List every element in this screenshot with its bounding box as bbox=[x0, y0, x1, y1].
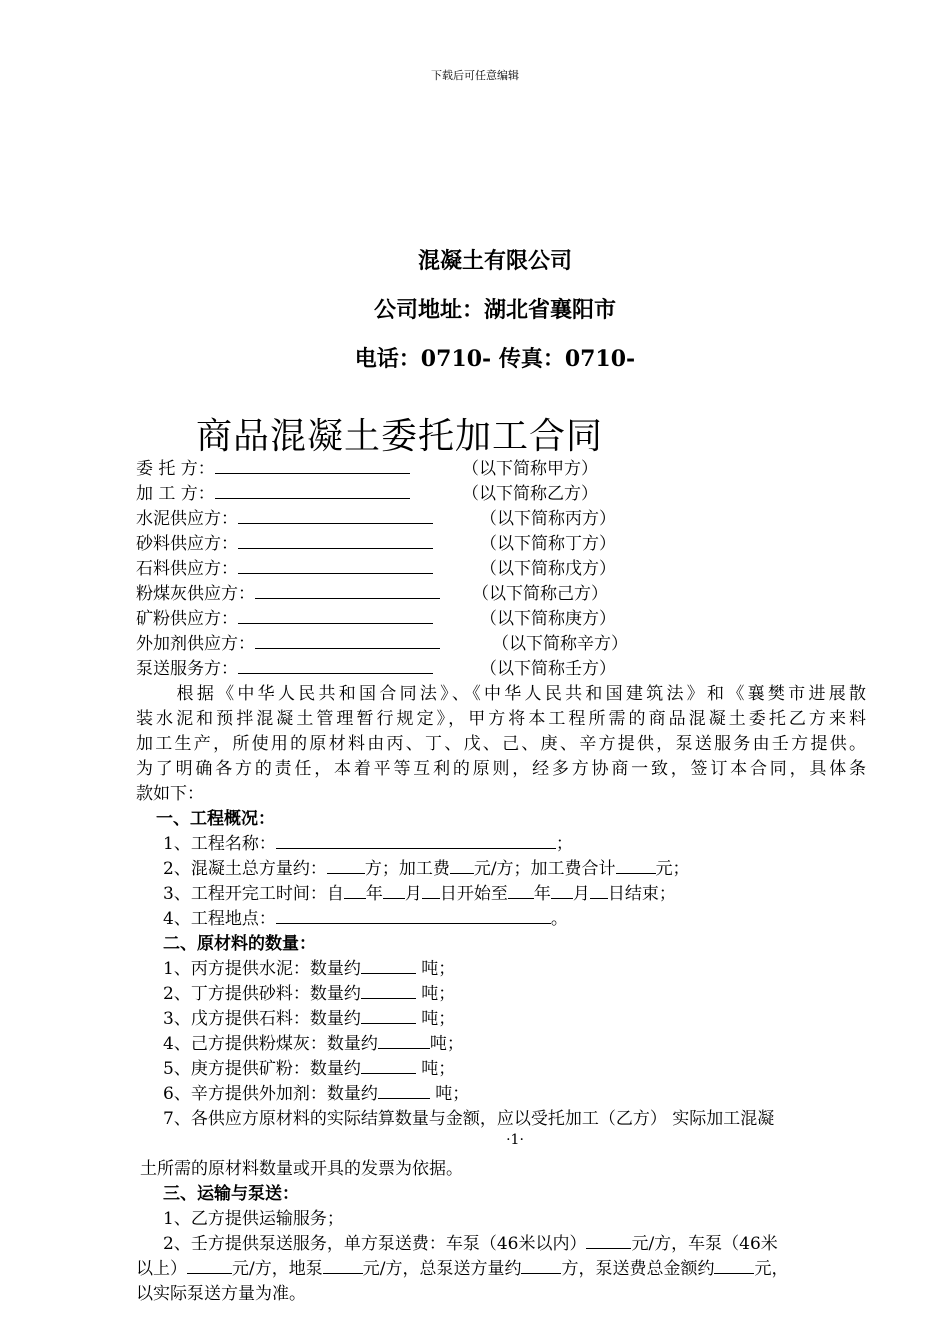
blank-field[interactable] bbox=[422, 883, 440, 899]
paragraph-line: 为了明确各方的责任，本着平等互利的原则，经多方协商一致，签订本合同，具体条 bbox=[136, 759, 866, 779]
clause-line bbox=[163, 1057, 455, 1081]
party-note: （以下简称壬方） bbox=[480, 659, 616, 679]
clause-text: 元/方；加工费合计 bbox=[473, 859, 616, 879]
party-row bbox=[136, 582, 608, 606]
blank-field[interactable] bbox=[238, 658, 433, 674]
clause-text: 日开始至 bbox=[439, 884, 508, 904]
party-note: （以下简称辛方） bbox=[492, 634, 628, 654]
blank-field[interactable] bbox=[255, 633, 440, 649]
page-number: ·1· bbox=[506, 1132, 524, 1148]
party-row bbox=[136, 507, 616, 531]
party-note: （以下简称庚方） bbox=[480, 609, 616, 629]
clause-text: 2、混凝土总方量约： bbox=[163, 859, 327, 879]
party-row bbox=[136, 557, 616, 581]
clause-line bbox=[163, 1082, 469, 1106]
party-note: （以下简称丁方） bbox=[480, 534, 616, 554]
clause-line bbox=[163, 1232, 778, 1256]
blank-field[interactable] bbox=[215, 483, 410, 499]
clause-text: 元/方，总泵送方量约 bbox=[362, 1259, 522, 1279]
party-row bbox=[136, 632, 628, 656]
clause-text: 年 bbox=[365, 884, 383, 904]
blank-field[interactable] bbox=[238, 508, 433, 524]
blank-field[interactable] bbox=[378, 1083, 430, 1099]
blank-field[interactable] bbox=[215, 458, 410, 474]
party-note: （以下简称乙方） bbox=[462, 484, 598, 504]
paragraph-line: 加工生产，所使用的原材料由丙、丁、戊、己、庚、辛方提供，泵送服务由壬方提供。 bbox=[136, 734, 866, 754]
blank-field[interactable] bbox=[238, 608, 433, 624]
blank-field[interactable] bbox=[616, 858, 656, 874]
blank-field[interactable] bbox=[508, 883, 534, 899]
clause-text: 3、戊方提供石料：数量约 bbox=[163, 1009, 361, 1029]
party-row bbox=[136, 532, 616, 556]
intro-paragraph bbox=[136, 682, 866, 807]
blank-field[interactable] bbox=[238, 558, 433, 574]
clause-text: 4、工程地点： bbox=[163, 909, 276, 929]
party-label: 外加剂供应方： bbox=[136, 634, 255, 654]
blank-field[interactable] bbox=[586, 1233, 631, 1249]
company-contact: 电话：0710- 传真：0710- bbox=[354, 346, 636, 372]
clause-line bbox=[163, 1007, 455, 1031]
section-heading: 二、原材料的数量： bbox=[163, 934, 316, 954]
blank-field[interactable] bbox=[361, 1008, 416, 1024]
blank-field[interactable] bbox=[276, 908, 551, 924]
blank-field[interactable] bbox=[327, 858, 365, 874]
paragraph-line: 装水泥和预拌混凝土管理暂行规定》，甲方将本工程所需的商品混凝土委托乙方来料 bbox=[136, 709, 866, 729]
clause-line bbox=[163, 857, 690, 881]
clause-text: 吨； bbox=[415, 959, 456, 979]
clause-text: 吨； bbox=[429, 1034, 464, 1054]
clause-line: 以实际泵送方量为准。 bbox=[136, 1284, 306, 1304]
paragraph-line: 根据《中华人民共和国合同法》、《中华人民共和国建筑法》和《襄樊市进展散 bbox=[136, 684, 866, 704]
party-row bbox=[136, 657, 616, 681]
clause-text: 日结束； bbox=[607, 884, 676, 904]
company-address: 公司地址：湖北省襄阳市 bbox=[373, 297, 616, 323]
clause-text: 吨； bbox=[429, 1084, 470, 1104]
clause-line bbox=[163, 982, 455, 1006]
party-label: 石料供应方： bbox=[136, 559, 238, 579]
blank-field[interactable] bbox=[344, 883, 366, 899]
clause-text: 方；加工费 bbox=[364, 859, 450, 879]
party-label: 加 工 方： bbox=[136, 484, 215, 504]
blank-field[interactable] bbox=[361, 958, 416, 974]
blank-field[interactable] bbox=[361, 983, 416, 999]
blank-field[interactable] bbox=[383, 883, 405, 899]
party-row bbox=[136, 457, 598, 481]
clause-text: 元/方，地泵 bbox=[232, 1259, 323, 1279]
header-note: 下载后可任意编辑 bbox=[431, 69, 519, 82]
clause-text: 1、丙方提供水泥：数量约 bbox=[163, 959, 361, 979]
blank-field[interactable] bbox=[276, 833, 556, 849]
party-label: 泵送服务方： bbox=[136, 659, 238, 679]
clause-line bbox=[163, 882, 676, 906]
clause-text: 5、庚方提供矿粉：数量约 bbox=[163, 1059, 361, 1079]
clause-text: 方，泵送费总金额约 bbox=[561, 1259, 715, 1279]
clause-text: 月 bbox=[572, 884, 590, 904]
clause-line bbox=[163, 907, 568, 931]
blank-field[interactable] bbox=[521, 1258, 561, 1274]
blank-field[interactable] bbox=[238, 533, 433, 549]
clause-line: 土所需的原材料数量或开具的发票为依据。 bbox=[140, 1159, 463, 1179]
party-label: 委 托 方： bbox=[136, 459, 215, 479]
clause-text: 。 bbox=[550, 909, 568, 929]
clause-text: 以上） bbox=[136, 1259, 187, 1279]
blank-field[interactable] bbox=[187, 1258, 232, 1274]
party-row bbox=[136, 607, 616, 631]
party-note: （以下简称戊方） bbox=[480, 559, 616, 579]
clause-text: 2、壬方提供泵送服务，单方泵送费：车泵（46米以内） bbox=[163, 1234, 587, 1254]
clause-line bbox=[163, 957, 455, 981]
clause-text: 月 bbox=[404, 884, 422, 904]
clause-line: 1、乙方提供运输服务； bbox=[163, 1209, 344, 1229]
clause-text: 1、工程名称： bbox=[163, 834, 276, 854]
party-note: （以下简称丙方） bbox=[480, 509, 616, 529]
clause-text: ； bbox=[555, 834, 573, 854]
blank-field[interactable] bbox=[378, 1033, 430, 1049]
clause-text: 6、辛方提供外加剂：数量约 bbox=[163, 1084, 378, 1104]
clause-text: 元； bbox=[655, 859, 690, 879]
blank-field[interactable] bbox=[323, 1258, 363, 1274]
clause-text: 2、丁方提供砂料：数量约 bbox=[163, 984, 361, 1004]
blank-field[interactable] bbox=[450, 858, 474, 874]
party-label: 粉煤灰供应方： bbox=[136, 584, 255, 604]
party-row bbox=[136, 482, 598, 506]
party-note: （以下简称己方） bbox=[472, 584, 608, 604]
clause-text: 元， bbox=[754, 1259, 789, 1279]
clause-text: 元/方，车泵（46米 bbox=[631, 1234, 778, 1254]
blank-field[interactable] bbox=[255, 583, 440, 599]
party-label: 水泥供应方： bbox=[136, 509, 238, 529]
blank-field[interactable] bbox=[551, 883, 573, 899]
clause-text: 吨； bbox=[415, 1009, 456, 1029]
blank-field[interactable] bbox=[714, 1258, 754, 1274]
section-heading: 三、运输与泵送： bbox=[163, 1184, 299, 1204]
clause-text: 吨； bbox=[415, 1059, 456, 1079]
clause-line bbox=[136, 1257, 788, 1281]
clause-line bbox=[163, 1032, 464, 1056]
clause-line bbox=[163, 832, 573, 856]
clause-line: 7、各供应方原材料的实际结算数量与金额，应以受托加工（乙方） 实际加工混凝 bbox=[163, 1109, 775, 1129]
contract-title: 商品混凝土委托加工合同 bbox=[196, 416, 604, 457]
party-label: 砂料供应方： bbox=[136, 534, 238, 554]
blank-field[interactable] bbox=[590, 883, 608, 899]
blank-field[interactable] bbox=[361, 1058, 416, 1074]
party-note: （以下简称甲方） bbox=[462, 459, 598, 479]
party-label: 矿粉供应方： bbox=[136, 609, 238, 629]
paragraph-line: 款如下： bbox=[136, 784, 204, 804]
company-name: 混凝土有限公司 bbox=[417, 248, 572, 274]
clause-text: 吨； bbox=[415, 984, 456, 1004]
clause-text: 3、工程开完工时间：自 bbox=[163, 884, 344, 904]
section-heading: 一、工程概况： bbox=[156, 809, 275, 829]
clause-text: 4、己方提供粉煤灰：数量约 bbox=[163, 1034, 378, 1054]
clause-text: 年 bbox=[533, 884, 551, 904]
